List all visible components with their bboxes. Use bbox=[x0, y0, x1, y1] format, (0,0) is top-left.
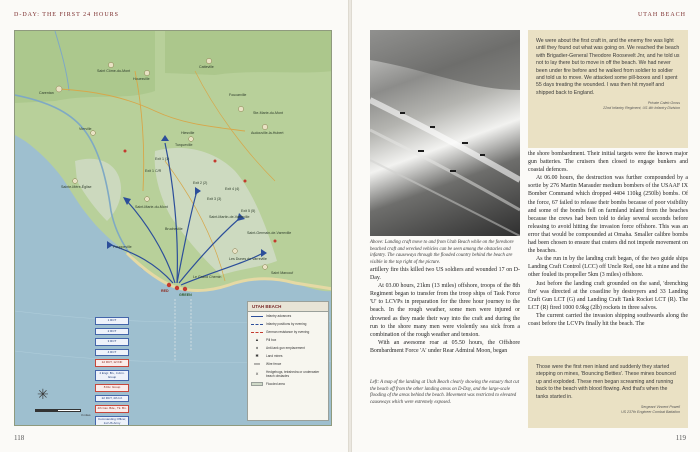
beach-aerial-photo bbox=[370, 30, 520, 236]
place-grand-chemin: Le Grand Chemin bbox=[193, 275, 222, 279]
photo-landing-craft bbox=[462, 142, 468, 144]
place-ste-marie: Ste-Marie-du-Mont bbox=[253, 111, 283, 115]
resistance-mark bbox=[124, 150, 127, 153]
unit-box: 1 RCT bbox=[95, 317, 129, 325]
resistance-mark bbox=[274, 240, 277, 243]
town-dot bbox=[189, 137, 194, 142]
body-column-right bbox=[528, 150, 688, 328]
town-dot bbox=[262, 124, 267, 129]
legend-label: Hedgehogs, tetrahedra or underwater beach obstacles bbox=[266, 370, 320, 378]
legend-item bbox=[248, 344, 328, 352]
landing-mark bbox=[183, 287, 187, 291]
photo-landing-craft bbox=[430, 126, 435, 128]
mine-icon: ✱ bbox=[255, 353, 259, 358]
legend-label: Flooded area bbox=[266, 382, 285, 386]
legend-item bbox=[248, 368, 328, 380]
legend-item bbox=[248, 380, 328, 388]
quote-attribution-name: Private Caleb Gross bbox=[647, 101, 680, 106]
unit-box: 22 RCT, 4th Inf. bbox=[95, 395, 129, 403]
legend-label: Anti-tank gun emplacement bbox=[266, 346, 305, 350]
landing-mark bbox=[167, 283, 171, 287]
town-dot bbox=[206, 58, 211, 63]
unit-box: 4 RCT bbox=[95, 349, 129, 357]
unit-box: 4th Cav. Bde., Tk. Bn. bbox=[95, 405, 129, 413]
obstacle-icon: ⨯ bbox=[255, 371, 259, 376]
place-ste-mere: Sainte-Mère-Église bbox=[61, 185, 92, 189]
compass-rose-icon: ✳ bbox=[37, 387, 49, 403]
town-dot bbox=[233, 249, 238, 254]
body-paragraph: At 03.00 hours, 21km (13 miles) offshore, troops of the 8th Regiment began to transfer from the troop ships of Task Force 'U' to LCVPs in preparation for the three hour journey to the beach. In the rough weather, some men were injured or drowned as they made their way into the craft and during the run to the shore many men were violently sea sick from a combination of the rough weather and tension. bbox=[370, 283, 520, 338]
dashed-line-icon bbox=[251, 323, 263, 325]
page-number-right: 119 bbox=[675, 434, 686, 442]
running-head-right: UTAH BEACH bbox=[637, 12, 686, 18]
town-dot bbox=[144, 70, 149, 75]
photo-landing-craft bbox=[400, 112, 405, 114]
left-page bbox=[0, 0, 348, 452]
place-pouppeville: Pouppeville bbox=[113, 245, 132, 249]
body-paragraph: The current carried the invasion shipping southwards along the coast before the LCVPs finally hit the beach. The bbox=[528, 312, 688, 327]
town-dot bbox=[73, 179, 78, 184]
town-dot bbox=[145, 197, 150, 202]
scale-label: 3 miles bbox=[81, 413, 91, 417]
unit-box: Commanding Officer, 1st US Army bbox=[95, 416, 129, 426]
unit-box: 3 RCT bbox=[95, 338, 129, 346]
beach-red-label: RED bbox=[161, 289, 169, 293]
photo-landing-craft bbox=[450, 170, 456, 172]
utah-beach-map bbox=[14, 30, 332, 426]
beach-green-label: GREEN bbox=[179, 293, 192, 297]
unit-box: 8 Div. Group bbox=[95, 384, 129, 392]
legend-label: Wire fence bbox=[266, 362, 282, 366]
exit-1-cr: Exit 1 C/R bbox=[145, 169, 162, 173]
legend-label: Infantry positions by evening bbox=[266, 322, 307, 326]
place-hiesville: Hiesville bbox=[181, 131, 195, 135]
body-paragraph: As the run in by the landing craft began, of the two guide ships Landing Craft Control (LCC) off Uncle Red, one hit a mine and the other fouled its propeller 5km (3 miles) offshore. bbox=[528, 256, 688, 279]
right-page bbox=[352, 0, 700, 452]
body-paragraph: Just before the landing craft grounded on the sand, 'drenching fire' was directed at the coastline by destroyers and 33 Landing Craft Gun LCT (G) and Landing Craft Tank Rocket LCT (R). The LCT (R) fired 1000 0.9kg (2lb) rockets in three salvos. bbox=[528, 280, 688, 311]
wire-fence-icon: xxx bbox=[254, 361, 260, 366]
town-dot bbox=[108, 62, 113, 67]
place-st-marie-du-mont: Saint-Marie-du-Mont bbox=[135, 205, 168, 209]
photo-landing-craft bbox=[418, 150, 424, 152]
legend-item bbox=[248, 328, 328, 336]
dashed-line-icon bbox=[251, 331, 263, 333]
scale-bar bbox=[35, 409, 81, 412]
body-paragraph: artillery fire this killed two US soldiers and wounded 17 on D-Day. bbox=[370, 267, 520, 282]
legend-item bbox=[248, 352, 328, 360]
quote-text-top: We were about the first craft in, and the enemy fire was light until they found out what was going on. We reached the beach with Brigadier-General Theodore Roosevelt Jnr, and he told us not to lay there but to move in off the beach. We had never been under fire before and he walked from soldier to soldier and told us to move. We attacked some pill-boxes and I spent 55 days treating the wounded. I was then hit myself and shipped back to England. bbox=[536, 38, 680, 96]
resistance-mark bbox=[244, 180, 247, 183]
town-dot bbox=[238, 106, 243, 111]
arrow-swatch-icon bbox=[251, 315, 263, 317]
quote-attribution-unit: US 237th Engineer Combat Battalion bbox=[621, 410, 680, 415]
place-brucheville: Brucheville bbox=[165, 227, 183, 231]
running-head-left: D-DAY: THE FIRST 24 HOURS bbox=[14, 12, 120, 18]
unit-stack bbox=[95, 317, 129, 426]
pillbox-icon: ▲ bbox=[255, 337, 259, 342]
map-caption: Left: A map of the landing at Utah Beach clearly showing the estuary that cut the beach off from the other landing areas on D-Day, and the large-scale flooding of the areas behind the beach. Movement was restricted to elevated causeways which were extremely exposed. bbox=[370, 380, 520, 405]
flooded-swatch-icon bbox=[251, 382, 263, 386]
body-paragraph: With an awesome roar at 05.50 hours, the Offshore Bombardment Force 'A' under Rear Admiral Moon, began bbox=[370, 339, 520, 354]
place-les-dunes: Les Dunes de Varreville bbox=[229, 257, 267, 261]
field-patch bbox=[15, 31, 155, 103]
legend-item bbox=[248, 320, 328, 328]
legend-label: German resistance by evening bbox=[266, 330, 310, 334]
exit-4: Exit 4 (4) bbox=[225, 187, 240, 191]
photo-caption: Above: Landing craft move to and from Utah Beach while on the foreshore beached craft and wrecked vehicles can be seen among the obstacles and infantry. The causeways through the flooded country behind the beach are visible in the top right of the picture. bbox=[370, 240, 514, 265]
unit-box: 12 RCT, 12 INF bbox=[95, 359, 129, 367]
place-st-come: Saint Côme-du-Mont bbox=[97, 69, 131, 73]
legend-label: Pill box bbox=[266, 338, 277, 342]
body-column-left bbox=[370, 266, 520, 355]
quote-box-top bbox=[528, 30, 688, 148]
body-paragraph: At 06.00 hours, the destruction was further compounded by a sortie by 276 Martin Marauder medium bombers of the USAAF IX Bomber Command which dropped 4404 110kg (250lb) bombs. Of the force, 67 failed to release their bombs because of poor visibility and some of the bombs fell on farmland inland from the beaches because the crews had been told to delay several seconds before releasing to avoid hitting the invasion force offshore. This was an error that would be compounded at Omaha. Smaller calibre bombs had been chosen to ensure that craters did not impede movement on the beaches. bbox=[528, 175, 688, 255]
town-dot bbox=[263, 265, 268, 270]
place-foucarville: Foucarville bbox=[229, 93, 247, 97]
unit-box: 2 RCT bbox=[95, 328, 129, 336]
resistance-mark bbox=[214, 160, 217, 163]
legend-item bbox=[248, 360, 328, 368]
body-paragraph: the shore bombardment. Their initial targets were the known major gun batteries. The cruisers then closed to engage bunkers and coastal defences. bbox=[528, 151, 688, 174]
page-number-left: 118 bbox=[14, 434, 25, 442]
place-st-martin: Saint-Martin-de-Varreville bbox=[209, 215, 250, 219]
unit-box: 4 Engr. Bn., 4 Arm. Group bbox=[95, 370, 129, 381]
place-houesville: Houesville bbox=[133, 77, 150, 81]
legend-label: Land mines bbox=[266, 354, 283, 358]
anti-tank-gun-icon: ⬧ bbox=[256, 345, 258, 350]
quote-attribution-bottom bbox=[536, 405, 680, 415]
legend-title: UTAH BEACH bbox=[248, 302, 328, 312]
quote-attribution-name: Sergeant Vincent Powell bbox=[640, 405, 680, 410]
quote-text-bottom: Those were the first men inland and suddenly they started stepping on mines, 'Bouncing Betties'. These mines bounced up and exploded. These men began screaming and running back to the beach with blood flowing. And that's when the tanks started in. bbox=[536, 364, 676, 400]
quote-attribution-unit: 22nd Infantry Regiment, US 4th Infantry Division bbox=[603, 106, 680, 111]
landing-mark bbox=[175, 286, 179, 290]
exit-5: Exit 5 (5) bbox=[241, 209, 256, 213]
town-dot bbox=[91, 131, 96, 136]
place-audouville: Audouville-la-Hubert bbox=[251, 131, 284, 135]
field-patch bbox=[165, 31, 332, 75]
exit-3: Exit 3 (3) bbox=[207, 197, 222, 201]
map-legend bbox=[247, 301, 329, 421]
place-carentan: Carentan bbox=[39, 91, 54, 95]
place-vierville: Vierville bbox=[79, 127, 92, 131]
exit-2: Exit 2 (2) bbox=[193, 181, 208, 185]
place-turqueville: Turqueville bbox=[175, 143, 193, 147]
place-catteville: Catteville bbox=[199, 65, 214, 69]
legend-item bbox=[248, 336, 328, 344]
photo-land bbox=[370, 30, 520, 90]
town-dot bbox=[56, 86, 62, 92]
place-st-marcouf: Saint Marcouf bbox=[271, 271, 294, 275]
quote-attribution-top bbox=[536, 101, 680, 111]
quote-box-bottom bbox=[528, 356, 688, 428]
exit-1: Exit 1 (1) bbox=[155, 157, 170, 161]
legend-item bbox=[248, 312, 328, 320]
place-st-germain: Saint-Germain-de-Varreville bbox=[247, 231, 292, 235]
photo-landing-craft bbox=[480, 154, 485, 156]
legend-label: Infantry advances bbox=[266, 314, 292, 318]
photo-graphic bbox=[370, 30, 520, 236]
